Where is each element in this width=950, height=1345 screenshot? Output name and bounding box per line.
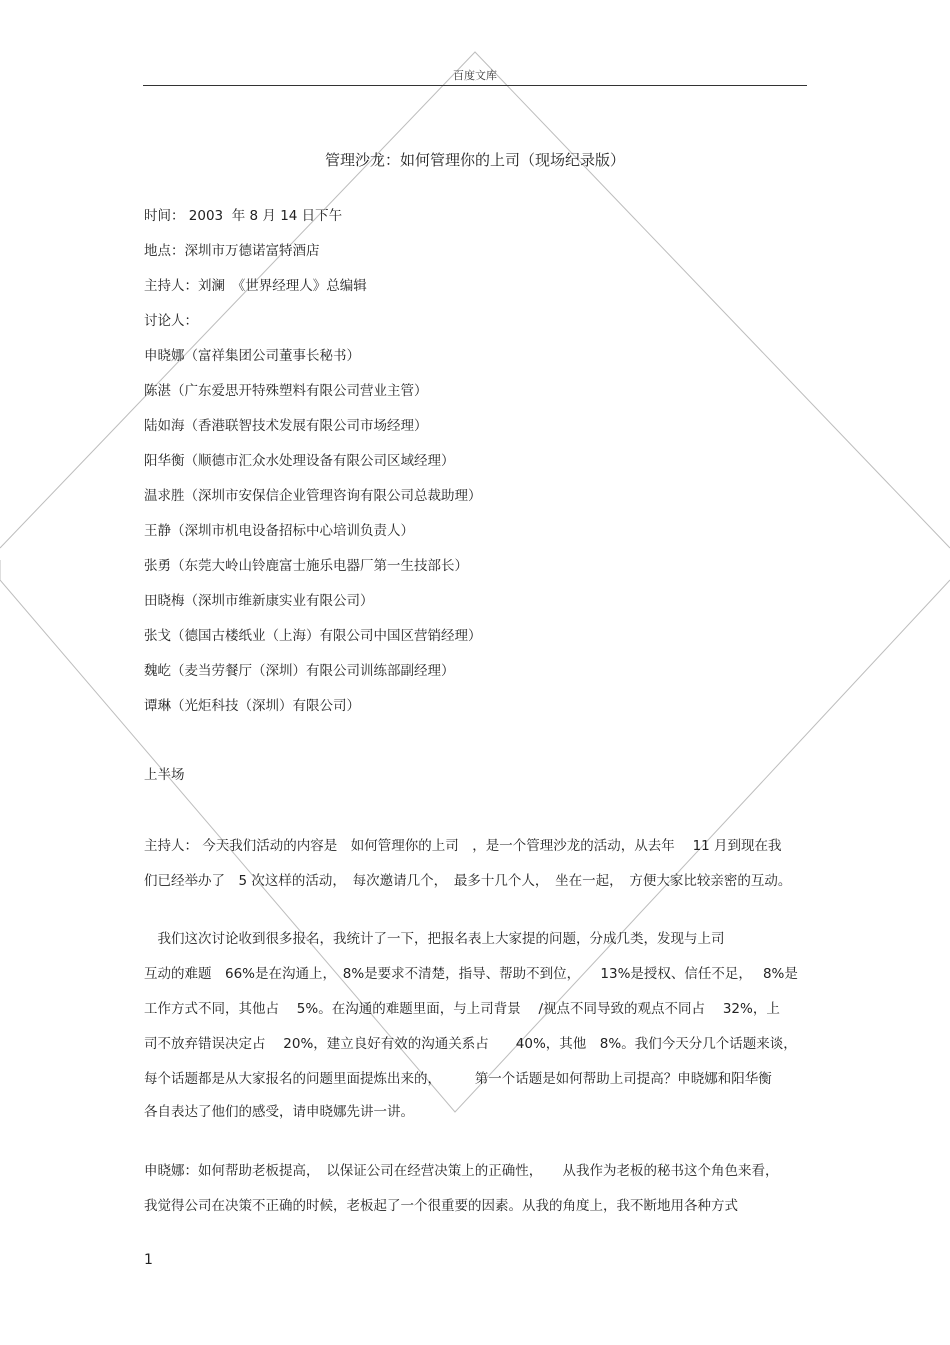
section-heading: 上半场 — [144, 767, 185, 783]
paragraph-line: 每个话题都是从大家报名的问题里面提炼出来的， 第一个话题是如何帮助上司提高？申晓娜和阳华衡 — [144, 1071, 772, 1087]
paragraph-line: 互动的难题 66%是在沟通上， 8%是要求不清楚，指导、帮助不到位， 13%是授权、信任不足， 8%是 — [144, 966, 798, 982]
paragraph-line: 申晓娜：如何帮助老板提高， 以保证公司在经营决策上的正确性， 从我作为老板的秘书这个角色来看， — [144, 1163, 779, 1179]
meta-line: 地点：深圳市万德诺富特酒店 — [144, 243, 320, 259]
participant-line: 王静（深圳市机电设备招标中心培训负责人） — [144, 523, 414, 539]
page-number: 1 — [144, 1252, 153, 1268]
participant-line: 田晓梅（深圳市维新康实业有限公司） — [144, 593, 374, 609]
header-divider — [143, 85, 807, 86]
paragraph-line: 各自表达了他们的感受，请申晓娜先讲一讲。 — [144, 1104, 414, 1120]
paragraph-line: 主持人： 今天我们活动的内容是 如何管理你的上司 ，是一个管理沙龙的活动，从去年 11 月到现在我 — [144, 838, 782, 854]
participant-line: 申晓娜（富祥集团公司董事长秘书） — [144, 348, 360, 364]
document-title: 管理沙龙：如何管理你的上司（现场纪录版） — [324, 151, 625, 169]
meta-line: 时间： 2003 年 8 月 14 日下午 — [144, 208, 343, 224]
participant-line: 温求胜（深圳市安保信企业管理咨询有限公司总裁助理） — [144, 488, 482, 504]
paragraph-line: 工作方式不同，其他占 5%。在沟通的难题里面，与上司背景 /视点不同导致的观点不同占 32%，上 — [144, 1001, 780, 1017]
paragraph-line: 司不放弃错误决定占 20%，建立良好有效的沟通关系占 40%，其他 8%。我们今天分几个话题来谈， — [144, 1036, 797, 1052]
participant-line: 张勇（东莞大岭山铃鹿富士施乐电器厂第一生技部长） — [144, 558, 468, 574]
participant-line: 陈湛（广东爱思开特殊塑料有限公司营业主管） — [144, 383, 428, 399]
header-site-name: 百度文库 — [453, 69, 497, 82]
participant-line: 陆如海（香港联智技术发展有限公司市场经理） — [144, 418, 428, 434]
participant-line: 张戈（德国古楼纸业（上海）有限公司中国区营销经理） — [144, 628, 482, 644]
paragraph-line: 我们这次讨论收到很多报名，我统计了一下，把报名表上大家提的问题，分成几类，发现与上司 — [144, 931, 725, 947]
meta-line: 讨论人： — [144, 313, 198, 329]
participant-line: 阳华衡（顺德市汇众水处理设备有限公司区域经理） — [144, 453, 455, 469]
paragraph-line: 我觉得公司在决策不正确的时候，老板起了一个很重要的因素。从我的角度上，我不断地用各种方式 — [144, 1198, 738, 1214]
participant-line: 谭琳（光炬科技（深圳）有限公司） — [144, 698, 360, 714]
meta-line: 主持人：刘澜 《世界经理人》总编辑 — [144, 278, 367, 294]
participant-line: 魏屹（麦当劳餐厅（深圳）有限公司训练部副经理） — [144, 663, 455, 679]
paragraph-line: 们已经举办了 5 次这样的活动， 每次邀请几个， 最多十几个人， 坐在一起， 方便大家比较亲密的互动。 — [144, 873, 792, 889]
